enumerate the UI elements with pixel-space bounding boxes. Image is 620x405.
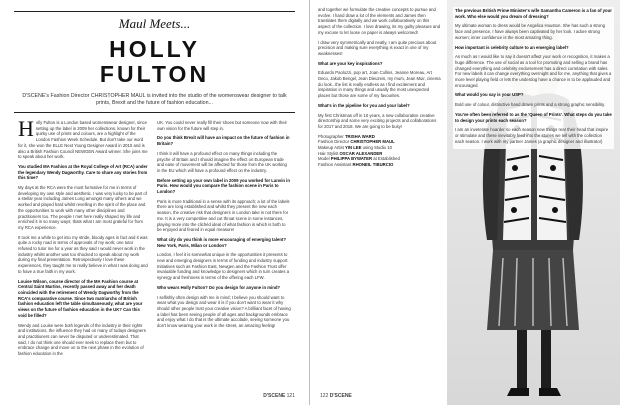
right-page: [310, 0, 620, 405]
answer: As much as I would like to say it doesn't affect your work or recognition, it makes a huge difference. The use of social as a tool for promoting and selling a brand has changed everything and celebrity endorsement has a direct correlation with sales. For new labels it can change everything overnight and for me, anything that gives a more level playing field or lets the underdog have a chance is to be applauded and encouraged.: [455, 54, 612, 88]
page-number: 122: [320, 393, 329, 399]
intro-paragraph: olly Fulton is a London based womenswear designer, since setting up the label in 2009 her collections, known for their quirky use of prints and colours, are a highlight of the London Fashion Week Schedule. But don't take our word for it, she won the ELLE Next Young Designer Award in 2010 and is also a British Fashion Council NEWGEN Award winner. She joins me to speak about her work.: [18, 120, 148, 160]
question: Before setting up your own label in 2009 you worked for Lanvin in Paris. How would you compare the fashion scene in Paris to London?: [157, 177, 290, 195]
standfirst: D'SCENE's Fashion Director CHRISTOPHER MAUL is invited into the studio of the womenswear designer to talk prints, Brexit and the future of fashion education...: [22, 93, 287, 106]
answer: I think it will have a profound effect on many things including the psyche of Britain and I should imagine the effect on European trade and ease of movement will be affected for those from the UK working in the EU which will have a profound effect on the industry.: [157, 150, 287, 173]
top-rule: [14, 11, 295, 12]
answer: It took me a while to get into my stride, bloody ages in fact and it was quite a rocky road in terms of approvals of my work; one tutor refused to tutor me for a year as they said I would never work in the industry whilst another was too shocked to speak about my work during my final presentation. Retrospectively I love these experiences, they taught me to really believe in what I was doing and to have a true faith in my work.: [18, 234, 148, 274]
left-folio: [263, 393, 295, 399]
left-column-2: [157, 120, 291, 333]
right-folio: [320, 393, 352, 399]
credit-line: Model PHILIPPA BYWATER at Established: [318, 156, 400, 162]
question: How important is celebrity culture to an emerging label?: [455, 44, 569, 50]
question: What would you say is your USP?: [455, 92, 524, 98]
standfirst-rule: [14, 112, 295, 113]
answer: Wendy and Louise were both legends of the industry in their rights and institutions, the influence they had on many of todays designers and practitioners can never be disputed or underestimated. That said, I do not think one should ever seek to replace them but to embrace change and move on to the next phase in the evolution of fashion education in the: [18, 322, 146, 357]
credit-line: Photographer TRISHA WARD: [318, 133, 375, 139]
right-column-1: [318, 7, 442, 168]
answer: I selfishly often design with me in mind; I believe you should want to wear what you design and wear it is if you don't want to wear it why should other people trust your creative vision? A brilliant facet of having a label has been seeing people of all ages and backgrounds embrace and enjoy what I do that is the ultimate accolade, seeing someone you don't know wearing your work in the street, an amazing feeling!: [157, 294, 291, 329]
answer: Bold use of colour, distinctive hand drawn prints and a strong graphic sensibility.: [455, 102, 606, 108]
page-number: 121: [286, 393, 295, 399]
question: You studied MA Fashion at the Royal College of Art (RCA) under the legendary Wendy Dagworthy. Care to share any stories from this time?: [18, 163, 148, 181]
question: What city do you think is more encouraging of emerging talent? New York, Paris, Milan or London?: [157, 236, 286, 248]
question: Louise Wilson, course director of the MA Fashion course at Central Saint Martins, recently passed away and her death coincided with the retirement of Wendy Dagworthy from the RCA's comparative course. Since two matriarchs of British fashion education left the table simultaneously, what are your views on the future of fashion education in the UK? Can this void be filled?: [18, 278, 143, 318]
question: Who wears Holly Fulton? Do you design for anyone in mind?: [157, 284, 281, 290]
headline-line-2: FULTON: [99, 61, 210, 87]
right-column-2: [453, 7, 614, 149]
drop-cap: H: [18, 116, 34, 141]
folio-brand: D'SCENE: [263, 393, 286, 399]
answer: Eduardo Paolozzi, pop art, Joan Collins, Jeanne Moreau, Art Deco, Jakob Bengel, Jean Dieuzeis, my mum, Jean Muir, cinema du look...the list is really endless as I find excitement and inspiration in many things and usually the most unexpected places but those are some of my favourites.: [318, 70, 441, 99]
credit-line: Hair Stylist OSCAR ALEXANDER: [318, 150, 383, 156]
answer: Paris is more traditional in a sense with its approach; a lot of the labels there are long established and whilst they present the new each season, the creative risk that designers in London take is not there for me. It is a very competitive and cut throat scene in some instances, playing more into the clichéd ideal of what fashion is which is both to be enjoyed and feared in equal measure!: [157, 198, 290, 233]
answer: UK. You could never really fill their shoes but someone now with their own vision for the future will step in.: [157, 120, 287, 131]
question: What's in the pipeline for you and your label?: [318, 102, 410, 108]
credit-line: Fashion Assistant RHONEIL TIBURCIO: [318, 162, 394, 168]
answer: I am an inveterate hoarder so each season new things rear their head that inspire or stimulate and these inevitably feed into the stories we tell with the collection each season. I work with my partner James (a graphic designer and illustrator): [455, 127, 609, 144]
headline-line-1: HOLLY: [109, 36, 200, 62]
left-column-1: [18, 116, 148, 361]
kicker: Maul Meets...: [118, 16, 191, 31]
question: The previous British Prime Minister's wife Samantha Cameron is a fan of your work. Who else would you dream of dressing?: [455, 8, 612, 19]
answer: My days at the RCA were the most formative for me in terms of developing my own style and aesthetic. I was very lucky to be part of a stellar year including James Long amongst many others and we worked and played hard whilst revelling in the spirit of the place and the opportunities to work with many other disciplines and practitioners too. The people I met here really shaped my life and enriched it in so many ways; thats what I am most grateful for from my RCA experience.: [18, 185, 147, 230]
credit-line: Fashion Director CHRISTOPHER MAUL: [318, 139, 395, 145]
credit-line: Makeup Artist YIN LEE using Studio 10: [318, 145, 392, 151]
photo-credits: [318, 134, 442, 168]
question: You've often been referred to as the 'Queen of Prints'. What steps do you take to design your prints each season?: [455, 111, 612, 123]
answer: London, I feel it is somewhat unique in the opportunities it presents to new and emerging designers in terms of funding and industry support. Initiatives such as Fashion East, Newgen and the Fashion Trust offer invaluable funding and knowledge to designers which in turn creates a synergy and freshness in terms of the offering each LFW.: [157, 252, 290, 281]
question: Do you think Brexit will have an impact on the future of fashion in Britain?: [157, 135, 290, 147]
answer: My first Christmas off in 10 years, a new collaborative creative directorship and some very exciting projects and collaborations for 2017 and 2018. We are going to be busy!: [318, 112, 437, 129]
answer: and together we formulate the creative concepts to pursue and evolve. I hand draw a lot of the elements and James then translates them digitally and we work collaboratively on this aspect of the collection. I love drawing, its my guilty pleasure and my excuse to let loose on paper is always welcomed!: [318, 7, 441, 35]
folio-brand: D'SCENE: [329, 393, 352, 399]
answer: I draw very symmetrically and neatly, I am quite precious about precision and making sure everything is exact in one of my weaknesses!: [318, 39, 437, 56]
question: What are your key inspirations?: [318, 60, 383, 66]
answer: My ultimate woman to dress would be Angelica Houston. She has such a strong face and presence, I have always been captivated by her look. I adore strong women; inner confidence is the most amazing thing.: [455, 23, 606, 40]
